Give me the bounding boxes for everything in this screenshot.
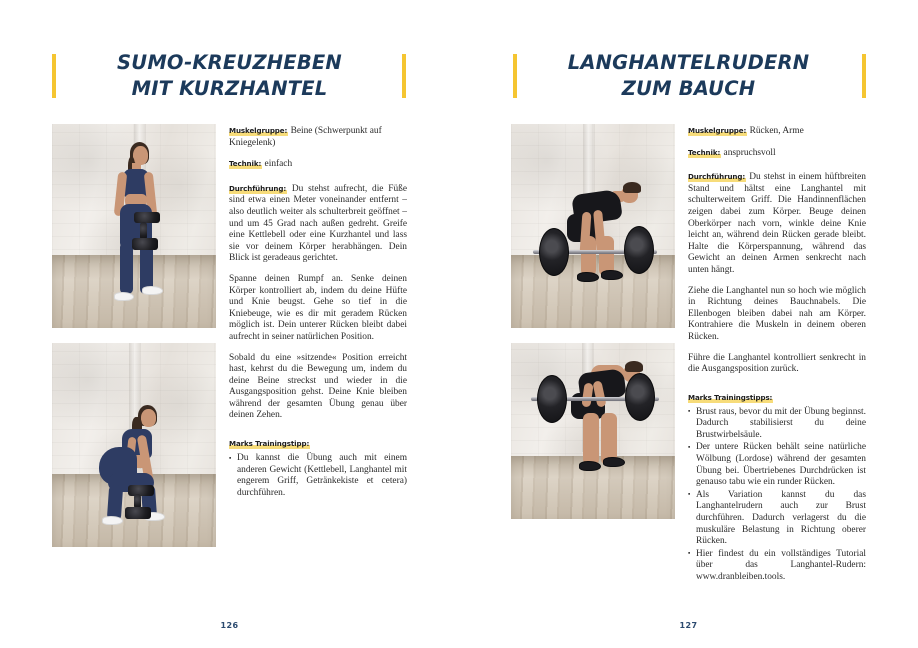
tip-item: ▪ Als Variation kannst du das Langhantelrudern auch zur Brust durchführen. Dadurch verlagerst du die muskuläre Belastung in Richtung oberer Rücken. <box>688 490 866 548</box>
tips-heading-left: Marks Trainingstipp: <box>229 439 310 449</box>
figure-left-leg <box>120 242 133 294</box>
execution-label: Durchführung: <box>229 183 287 193</box>
figure-right-shoe <box>601 270 623 280</box>
execution-paragraph-2: Spanne deinen Rumpf an. Senke deinen Körper kontrolliert ab, indem du deine Hüfte und Knie beugst. Gehe so tief in die Kniebeuge, wie es dir mit geradem Rücken möglich ist. Dein unterer Rücken bleibt dabei aufrecht in seiner natürlichen Position. <box>229 273 407 342</box>
exercise-photo-barbell-row <box>511 343 675 519</box>
tip-item: ▪ Du kannst die Übung auch mit einem anderen Gewicht (Kettlebell, Langhantel mit engerem Griff, Getränkekiste et cetera) durchführen. <box>229 453 407 499</box>
figure-right-shoe <box>603 457 625 467</box>
text-column-left <box>229 124 407 547</box>
page-header-right <box>459 52 918 100</box>
figure-left-shoe <box>577 272 599 282</box>
exercise-photo-squat-dumbbell <box>52 343 216 547</box>
execution-paragraph-1 <box>229 183 407 265</box>
execution-paragraph-1-text: Du stehst aufrecht, die Füße sind etwa einen Meter voneinander entfernt – also deutlich weiter als schulterbreit geöffnet – und um 45 Grad nach außen gedreht. Greife eine Kettlebell oder eine Kurzhantel und lass sie vor deinem Körper herabhängen. Dein Blick ist geradeaus gerichtet. <box>229 183 407 264</box>
page-number-right: 127 <box>679 621 698 630</box>
execution-paragraph-1-text: Du stehst in einem hüftbreiten Stand und hältst eine Langhantel mit schulterweitem Griff. Die Handinnenflächen zeigen dabei zum Körper. Beuge deinen Oberkörper nach vorn, winkle deine Knie leicht an, während dein Rücken gerade bleibt. Halte die Körperspannung, während das Gewicht an deinen Armen senkrecht nach unten hängt. <box>688 172 866 275</box>
figure-hair <box>623 182 641 193</box>
photo-wood-floor <box>52 255 216 328</box>
figure-left-shoe <box>114 292 134 301</box>
meta-block-left <box>229 125 407 171</box>
meta-label-technik: Technik: <box>229 159 262 169</box>
photo-column-left <box>52 124 216 547</box>
meta-row-technik <box>688 147 866 160</box>
page-right <box>459 0 918 648</box>
page-header-left <box>0 52 459 100</box>
figure-left-leg <box>581 236 596 276</box>
meta-label-muskelgruppe: Muskelgruppe: <box>229 126 288 135</box>
tip-item: ▪ Der untere Rücken behält seine natürliche Wölbung (Lordose) während der gesamten Übung bei. Übertriebenes Durchdrücken ist genauso tabu wie ein runder Rücken. <box>688 442 866 488</box>
tips-heading-wrapper-left <box>229 433 407 451</box>
meta-value-muskelgruppe: Beine (Schwerpunkt auf Kniegelenk) <box>229 126 382 148</box>
exercise-photo-barbell-start <box>511 124 675 328</box>
tips-heading-right: Marks Trainingstipps: <box>688 392 773 402</box>
accent-bar-left <box>513 54 517 98</box>
page-content-right <box>459 124 918 585</box>
dumbbell-top-plate <box>128 485 154 496</box>
meta-row-muskelgruppe <box>229 125 407 149</box>
barbell-plate-right <box>624 226 654 274</box>
page-number-left: 126 <box>220 621 239 630</box>
barbell-plate-right <box>625 373 655 421</box>
accent-bar-left <box>52 54 56 98</box>
text-column-right <box>688 124 866 585</box>
meta-label-muskelgruppe: Muskelgruppe: <box>688 126 747 135</box>
tip-item: ▪ Brust raus, bevor du mit der Übung beginnst. Dadurch stabilisierst du deine Brustwirbelsäule. <box>688 407 866 442</box>
tips-heading-wrapper-right <box>688 387 866 405</box>
meta-block-right <box>688 125 866 159</box>
tips-list-left <box>229 453 407 499</box>
page-title-left <box>80 50 380 102</box>
dumbbell-top-plate <box>134 212 160 223</box>
figure-head <box>141 409 156 427</box>
figure-right-shoe <box>142 286 163 295</box>
figure-left-leg <box>583 413 599 465</box>
barbell-plate-left <box>537 375 567 423</box>
page-title-left-line2: MIT KURZHANTEL <box>131 77 328 100</box>
meta-row-muskelgruppe <box>688 125 866 138</box>
page-title-right-line1: LANGHANTELRUDERN <box>567 51 810 75</box>
execution-paragraph-3: Führe die Langhantel kontrolliert senkrecht in die Ausgangsposition zurück. <box>688 352 866 375</box>
meta-value-technik: einfach <box>264 159 293 170</box>
figure-hair <box>625 361 643 372</box>
photo-column-right <box>511 124 675 585</box>
dumbbell-bottom-plate <box>132 238 158 250</box>
tip-item: ▪ Hier findest du ein vollständiges Tutorial über das Langhantel-Rudern: www.dranbleiben.tools. <box>688 549 866 584</box>
meta-value-muskelgruppe: Rücken, Arme <box>749 126 804 136</box>
exercise-photo-standing-dumbbell <box>52 124 216 328</box>
barbell-plate-left <box>539 228 569 276</box>
accent-bar-right <box>402 54 406 98</box>
execution-paragraph-1 <box>688 171 866 276</box>
execution-label: Durchführung: <box>688 172 746 182</box>
execution-paragraph-3: Sobald du eine »sitzende« Position erreicht hast, kehrst du die Bewegung um, indem du deine Beine streckst und wieder in die Ausgangsposition gehst. Deine Knie bleiben während der gesamten Übung genau über deinen Zehen. <box>229 352 407 421</box>
execution-paragraph-2: Ziehe die Langhantel nun so hoch wie möglich in Richtung deines Bauchnabels. Die Ellenbogen bleiben dabei nah am Körper. Kontrahiere die Muskeln in deinem oberen Rücken. <box>688 285 866 342</box>
accent-bar-right <box>862 54 866 98</box>
page-title-right <box>539 50 839 102</box>
figure-left-shoe <box>102 516 123 525</box>
figure-left-shoe <box>579 461 601 471</box>
page-title-left-line1: SUMO-KREUZHEBEN <box>117 51 342 75</box>
meta-row-technik <box>229 158 407 171</box>
page-title-right-line2: ZUM BAUCH <box>621 77 756 100</box>
page-content-left <box>0 124 459 547</box>
meta-value-technik: anspruchsvoll <box>723 147 776 158</box>
tips-list-right <box>688 407 866 584</box>
dumbbell-bottom-plate <box>125 507 151 519</box>
meta-label-technik: Technik: <box>688 147 721 157</box>
